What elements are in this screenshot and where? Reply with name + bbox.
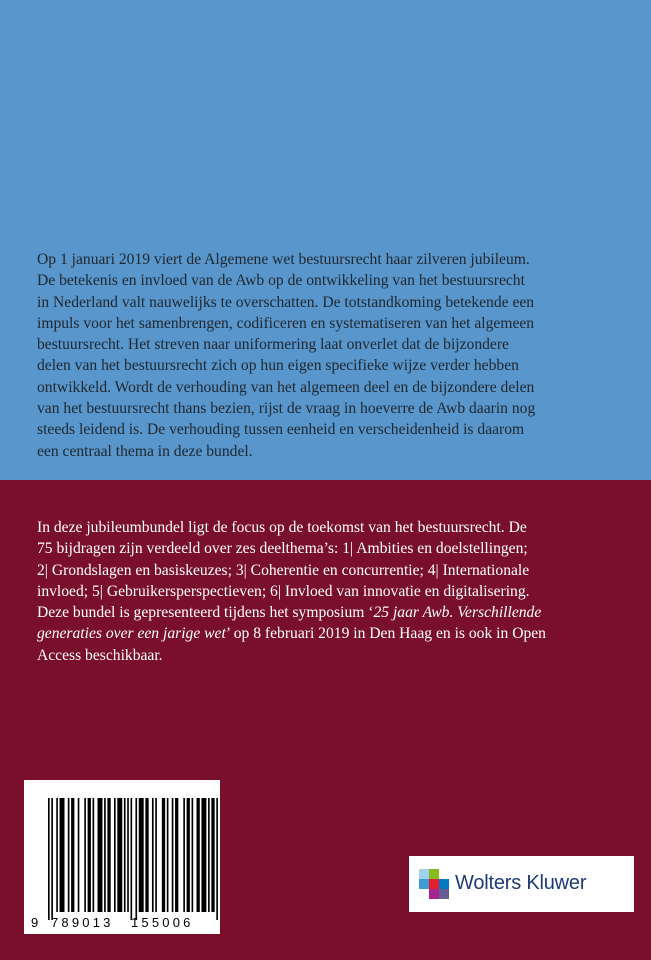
barcode-bar xyxy=(107,798,110,912)
barcode-bar xyxy=(93,798,95,912)
barcode-bar xyxy=(124,798,126,912)
barcode-bar xyxy=(127,798,129,912)
summary-line: Deze bundel is gepresenteerd tijdens het symposium ‘ xyxy=(37,604,374,622)
barcode-bar xyxy=(192,798,194,912)
barcode-bar xyxy=(71,798,74,912)
barcode-digits xyxy=(24,915,220,933)
publisher-name: Wolters Kluwer xyxy=(455,872,587,894)
barcode-bar xyxy=(48,798,50,920)
barcode-bar xyxy=(98,798,103,912)
barcode-bar xyxy=(88,798,91,912)
summary-line: ’ op 8 februari 2019 in Den Haag en is ook in Open xyxy=(225,625,546,643)
description-line: delen van het bestuursrecht zich op hun eigen specifieke wijze verder hebben xyxy=(37,357,519,375)
summary-line: Access beschikbaar. xyxy=(37,646,163,664)
barcode-bar xyxy=(135,798,137,920)
barcode-bar xyxy=(216,798,218,920)
description-line: steeds leidend is. De verhouding tussen eenheid en verscheidenheid is daarom xyxy=(37,421,525,439)
description-line: Op 1 januari 2019 viert de Algemene wet bestuursrecht haar zilveren jubileum. xyxy=(37,251,530,268)
wolters-kluwer-logo-icon xyxy=(419,869,449,899)
barcode-bars xyxy=(24,780,220,934)
barcode-bar xyxy=(84,798,86,912)
isbn-barcode xyxy=(24,780,220,934)
barcode-bar xyxy=(172,798,174,912)
barcode-bar xyxy=(152,798,154,912)
barcode-bar xyxy=(175,798,178,912)
summary-line: 2| Grondslagen en basiskeuzes; 3| Coherentie en concurrentie; 4| Internationale xyxy=(37,561,530,579)
barcode-bar xyxy=(51,798,53,920)
barcode-bar xyxy=(201,798,206,912)
symposium-title: 25 jaar Awb. Verschillende xyxy=(373,604,542,622)
description-paragraph xyxy=(37,249,617,462)
barcode-bar xyxy=(145,798,148,912)
barcode-bar xyxy=(131,798,133,920)
barcode-bar xyxy=(162,798,165,912)
publisher-logo xyxy=(409,856,634,912)
description-line: De betekenis en invloed van de Awb op de ontwikkeling van het bestuursrecht xyxy=(37,272,525,290)
summary-line: 75 bijdragen zijn verdeeld over zes deelthema’s: 1| Ambities en doelstellingen; xyxy=(37,540,528,558)
barcode-digit-group: 155006 xyxy=(131,915,194,930)
barcode-digit-group: 9 xyxy=(31,915,39,930)
description-line: ontwikkeld. Wordt de verhouding van het algemeen deel en de bijzondere delen xyxy=(37,378,535,396)
barcode-digit-group: 789013 xyxy=(51,915,114,930)
summary-line: invloed; 5| Gebruikersperspectieven; 6| Invloed van innovatie en digitalisering. xyxy=(37,582,530,600)
barcode-bar xyxy=(187,798,190,912)
barcode-bar xyxy=(139,798,144,912)
barcode-bar xyxy=(78,798,80,912)
barcode-bar xyxy=(60,798,65,912)
barcode-bar xyxy=(56,798,58,912)
description-line: impuls voor het samenbrengen, codificeren en systematiseren van het algemeen xyxy=(37,314,535,332)
barcode-bar xyxy=(167,798,169,912)
barcode-bar xyxy=(68,798,70,912)
description-line: een centraal thema in deze bundel. xyxy=(37,442,253,460)
barcode-bar xyxy=(104,798,106,912)
symposium-title: generaties over een jarige wet xyxy=(37,625,226,643)
summary-paragraph xyxy=(37,517,617,666)
barcode-bar xyxy=(197,798,200,912)
barcode-bar xyxy=(155,798,157,912)
barcode-bar xyxy=(208,798,210,912)
description-line: van het bestuursrecht thans bezien, rijst de vraag in hoeverre de Awb daarin nog xyxy=(37,400,536,418)
barcode-bar xyxy=(114,798,116,912)
barcode-bar xyxy=(183,798,185,912)
summary-line: In deze jubileumbundel ligt de focus op de toekomst van het bestuursrecht. De xyxy=(37,519,527,536)
barcode-bar xyxy=(211,798,214,912)
barcode-bar xyxy=(117,798,122,912)
description-line: in Nederland valt nauwelijks te overschatten. De totstandkoming betekende een xyxy=(37,293,535,311)
description-line: bestuursrecht. Het streven naar uniformering laat onverlet dat de bijzondere xyxy=(37,336,509,354)
